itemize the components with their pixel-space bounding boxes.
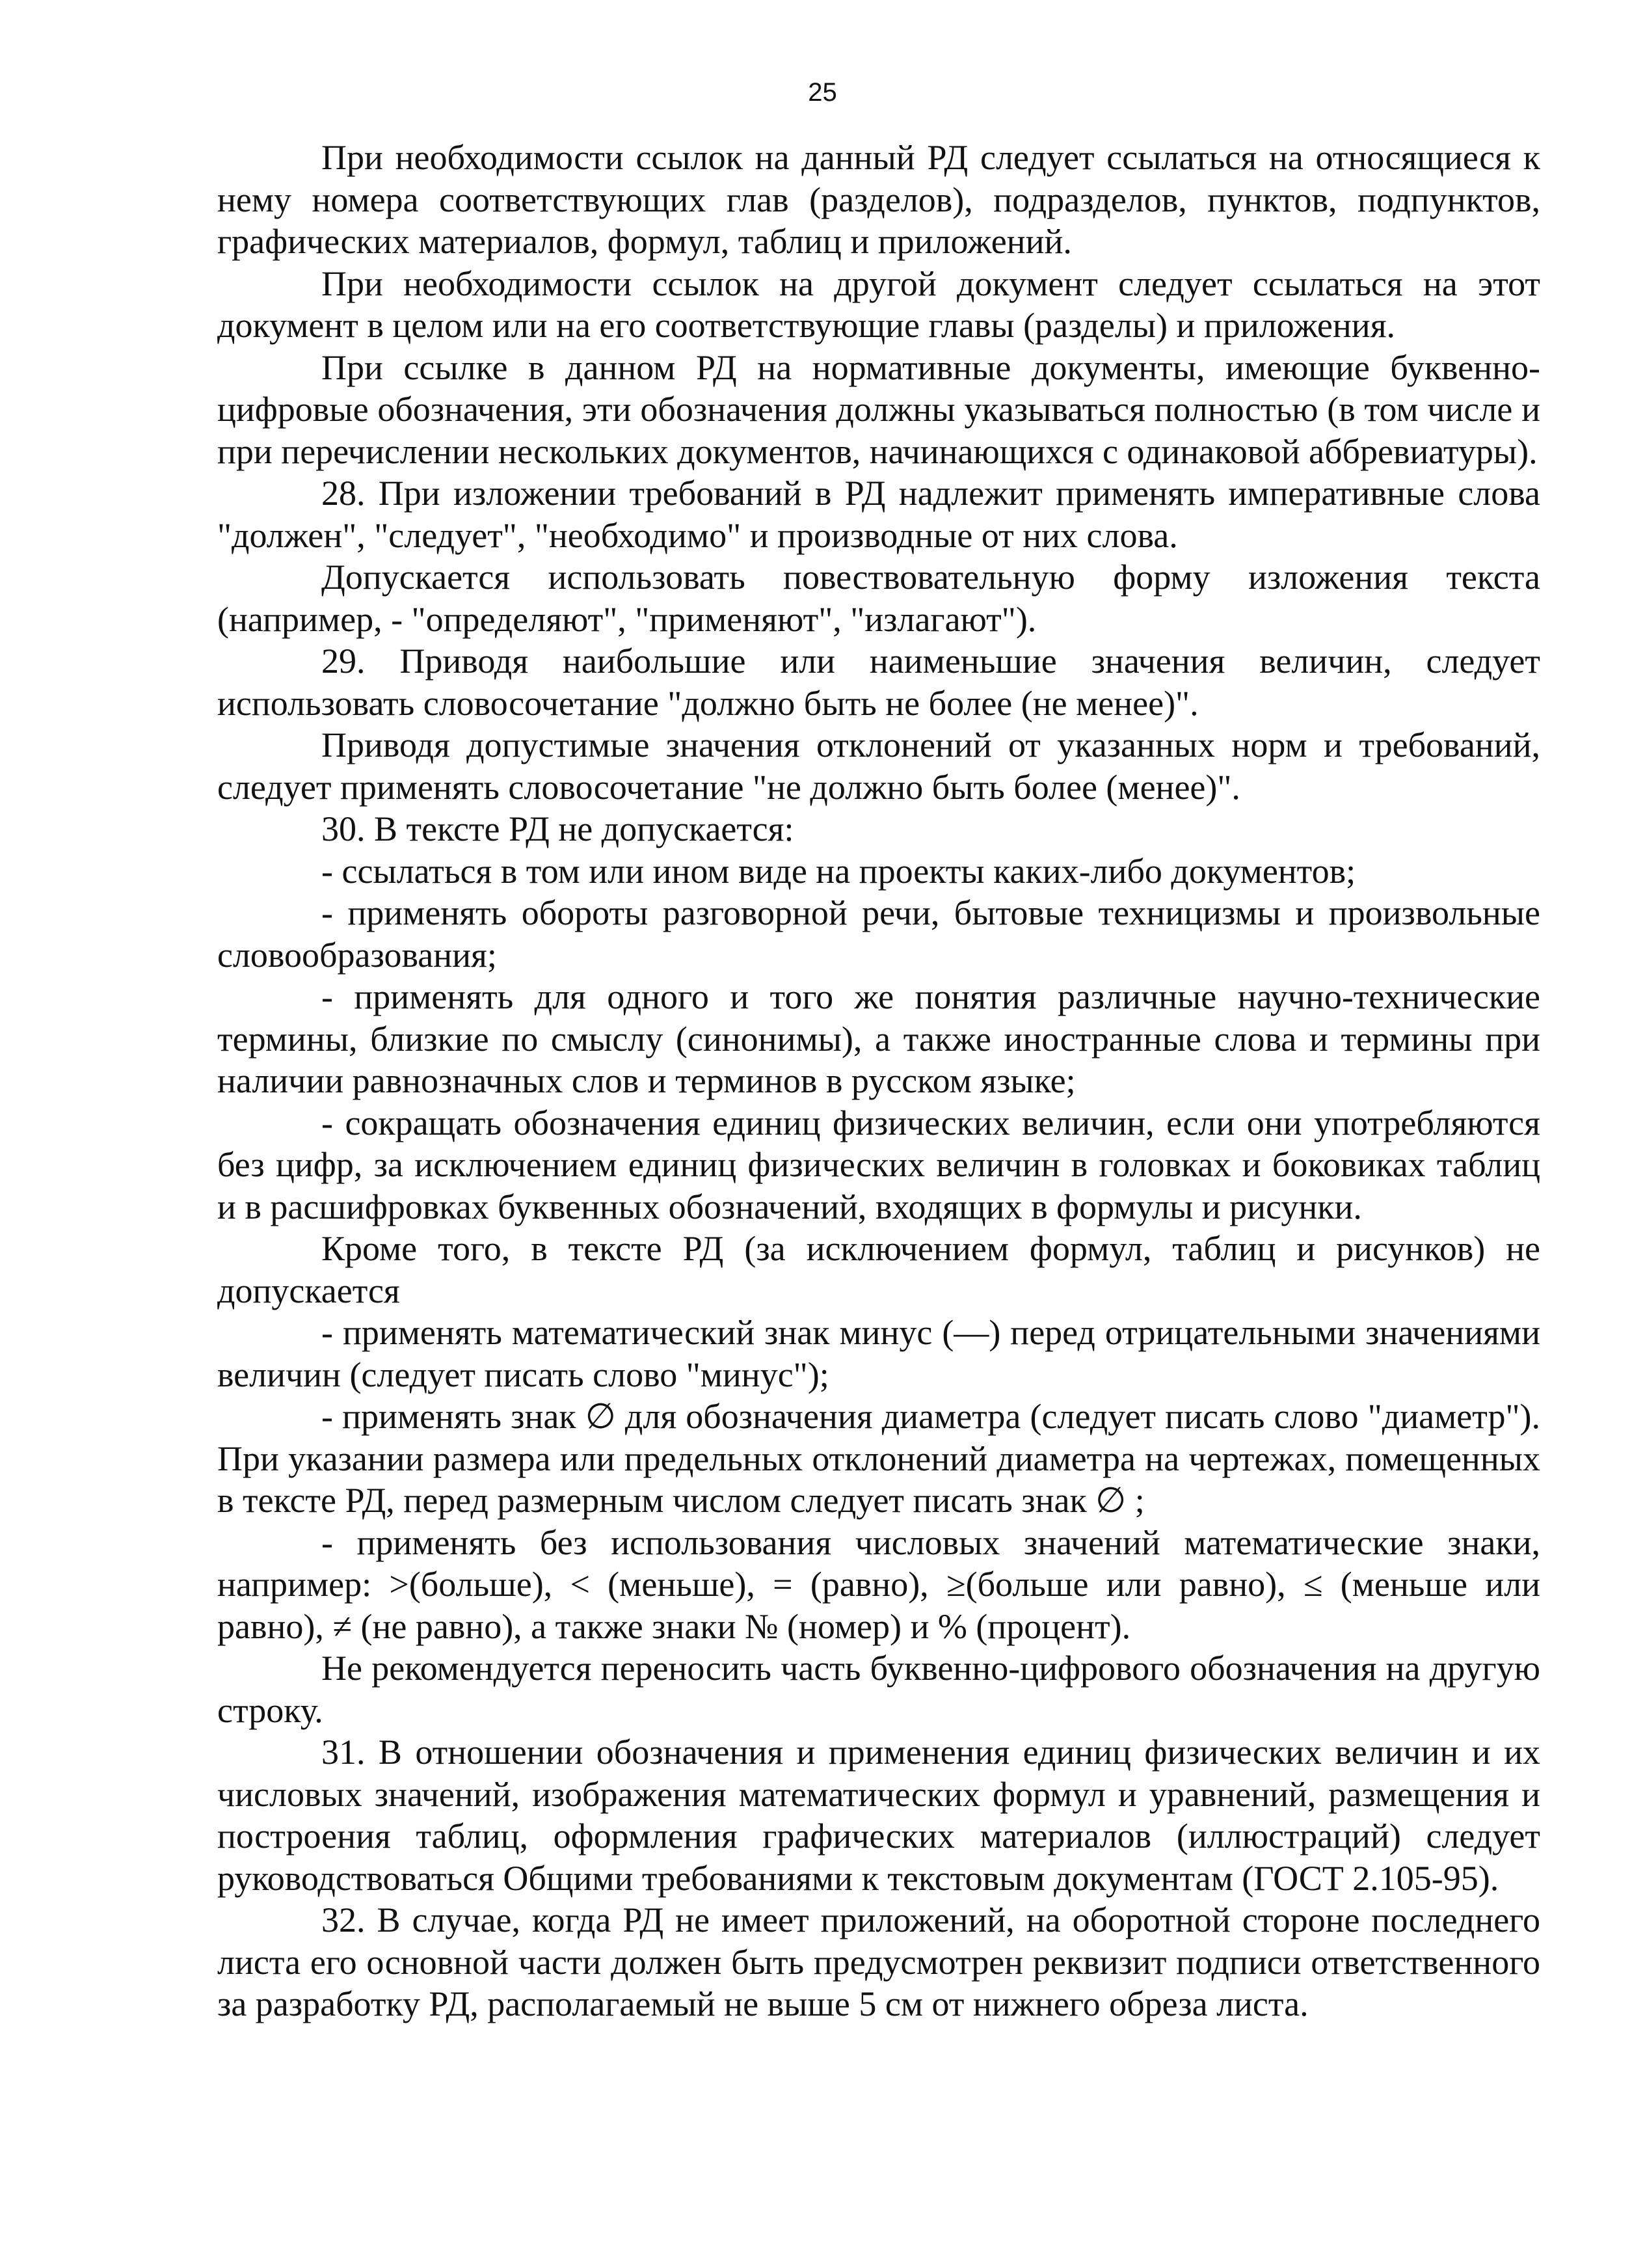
paragraph-normative-references: При ссылке в данном РД на нормативные документы, имеющие буквенно-цифровые обозначения, эти обозначения должны указываться полностью (в том числе и при перечислении нескольких документов, начинающихся с одинаковой аббревиатуры). bbox=[217, 347, 1540, 471]
list-item-unit-abbreviations: - сокращать обозначения единиц физических величин, если они употребляются без цифр, за исключением единиц физических величин в головках и боковиках таблиц и в расшифровках буквенных обозначений, входящих в формулы и рисунки. bbox=[217, 1103, 1540, 1226]
paragraph-references-this-rd: При необходимости ссылок на данный РД следует ссылаться на относящиеся к нему номера соответствующих глав (разделов), подразделов, пунктов, подпунктов, графических материалов, формул, таблиц и приложений. bbox=[217, 138, 1540, 261]
page-number: 25 bbox=[808, 78, 837, 107]
paragraph-item-29: 29. Приводя наибольшие или наименьшие значения величин, следует использовать словосочетание "должно быть не более (не менее)". bbox=[217, 641, 1540, 723]
list-item-math-signs: - применять без использования числовых значений математические знаки, например: >(больше), < (меньше), = (равно), ≥(больше или равно), ≤ (меньше или равно), ≠ (не равно), а также знаки № (номер) и % (процент). bbox=[217, 1522, 1540, 1646]
list-item-synonyms: - применять для одного и того же понятия различные научно-технические термины, близкие по смыслу (синонимы), а также иностранные слова и термины при наличии равнозначных слов и терминов в русском языке; bbox=[217, 977, 1540, 1100]
paragraph-item-28: 28. При изложении требований в РД надлежит применять императивные слова "должен", "следует", "необходимо" и производные от них слова. bbox=[217, 474, 1540, 555]
paragraph-item-32: 32. В случае, когда РД не имеет приложений, на оборотной стороне последнего листа его основной части должен быть предусмотрен реквизит подписи ответственного за разработку РД, располагаемый не выше 5 см от нижнего обреза листа. bbox=[217, 1900, 1540, 2023]
paragraph-item-30: 30. В тексте РД не допускается: bbox=[321, 809, 794, 848]
list-item-projects: - ссылаться в том или ином виде на проекты каких-либо документов; bbox=[321, 851, 1356, 891]
list-item-diameter-sign: - применять знак ∅ для обозначения диаметра (следует писать слово "диаметр"). При указании размера или предельных отклонений диаметра на чертежах, помещенных в тексте РД, перед размерным числом следует писать знак ∅ ; bbox=[217, 1397, 1540, 1520]
paragraph-line-break: Не рекомендуется переносить часть буквенно-цифрового обозначения на другую строку. bbox=[217, 1649, 1540, 1730]
paragraph-deviations: Приводя допустимые значения отклонений от указанных норм и требований, следует применять словосочетание "не должно быть более (менее)". bbox=[217, 725, 1540, 807]
paragraph-additionally: Кроме того, в тексте РД (за исключением формул, таблиц и рисунков) не допускается bbox=[217, 1229, 1540, 1310]
document-body bbox=[217, 137, 1540, 2025]
list-item-minus-sign: - применять математический знак минус (—) перед отрицательными значениями величин (следует писать слово "минус"); bbox=[217, 1313, 1540, 1394]
list-item-colloquial: - применять обороты разговорной речи, бытовые техницизмы и произвольные словообразования; bbox=[217, 893, 1540, 975]
paragraph-item-31: 31. В отношении обозначения и применения единиц физических величин и их числовых значений, изображения математических формул и уравнений, размещения и построения таблиц, оформления графических материалов (иллюстраций) следует руководствоваться Общими требованиями к текстовым документам (ГОСТ 2.105-95). bbox=[217, 1733, 1540, 1898]
paragraph-references-other-document: При необходимости ссылок на другой документ следует ссылаться на этот документ в целом или на его соответствующие главы (разделы) и приложения. bbox=[217, 263, 1540, 345]
paragraph-narrative-form: Допускается использовать повествовательную форму изложения текста (например, - "определяют", "применяют", "излагают"). bbox=[217, 558, 1540, 639]
